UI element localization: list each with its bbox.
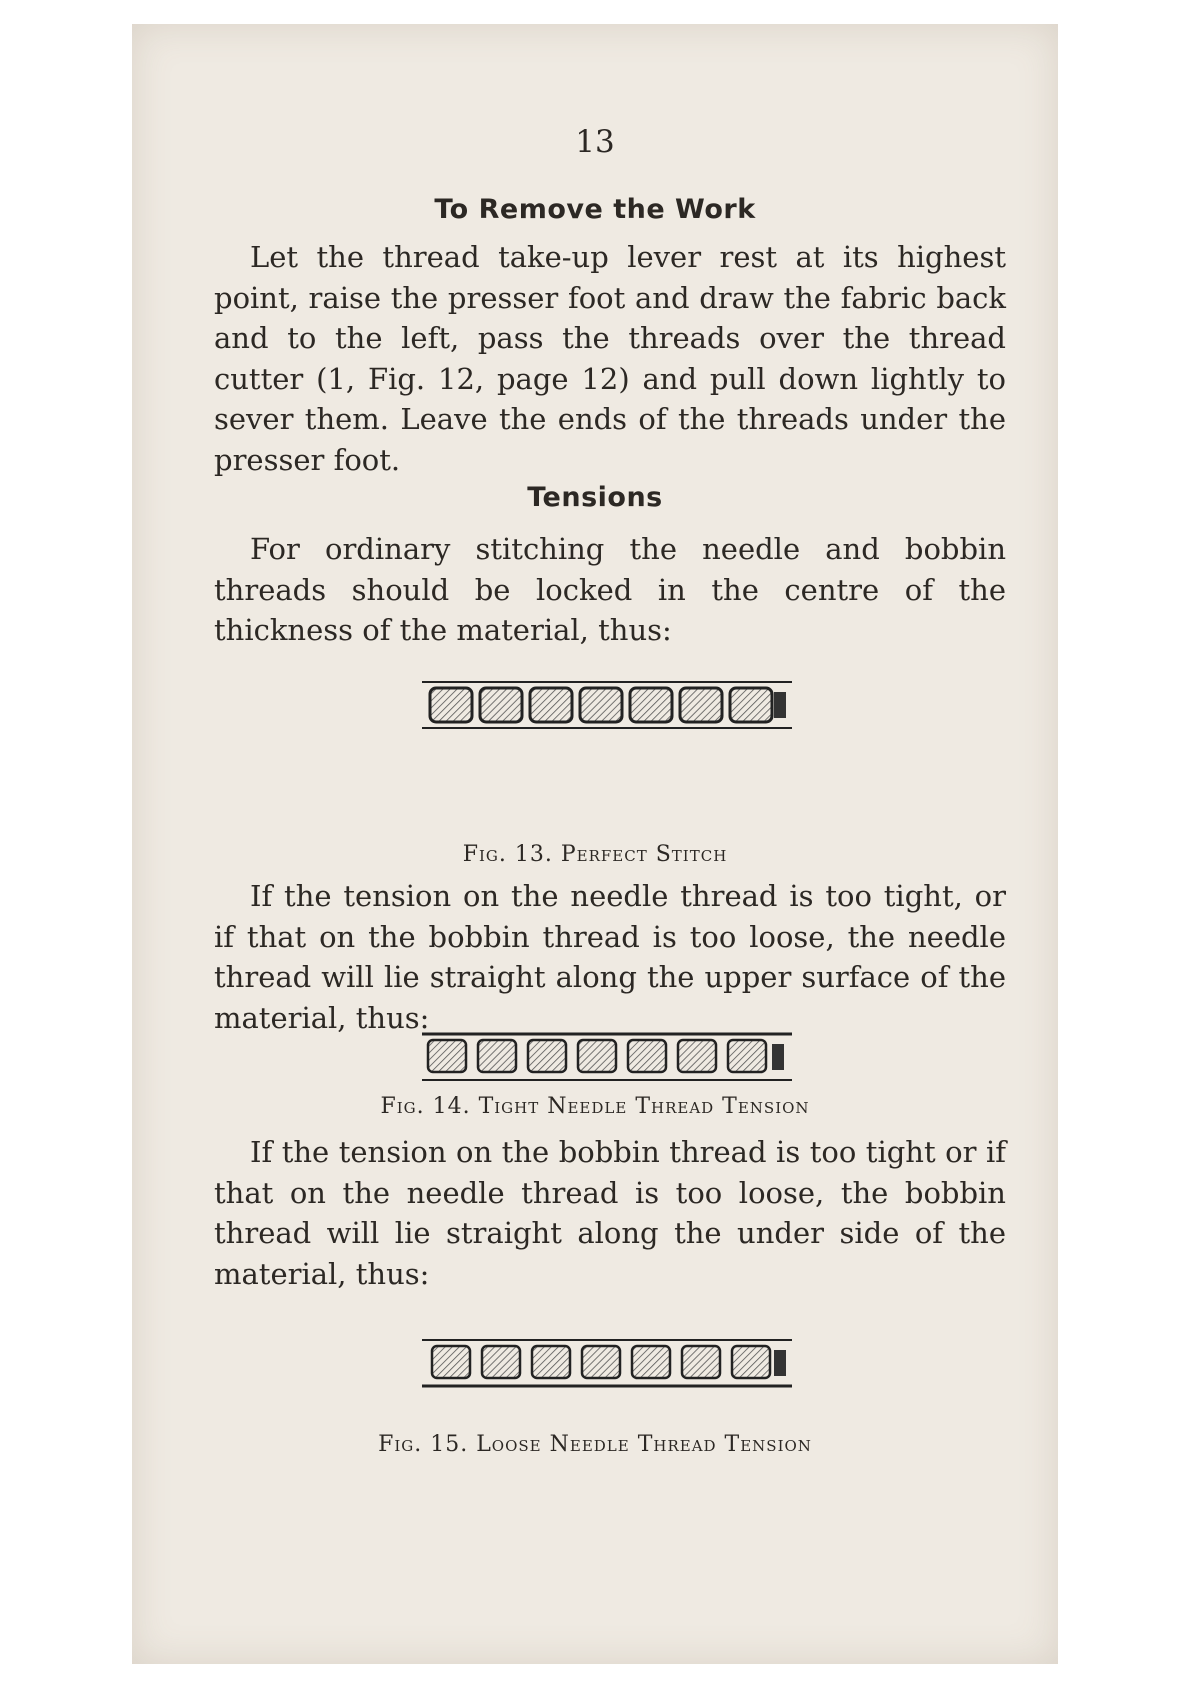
paragraph-loose-needle-tension: If the tension on the bobbin thread is too tight or if that on the needle thread is too loose, the bobbin thread will lie straight along the under side of the material, thus: xyxy=(214,1135,1006,1291)
page-number: 13 xyxy=(575,124,615,160)
figure-perfect-stitch xyxy=(422,674,792,734)
figure-tight-needle-thread-tension xyxy=(422,1024,792,1084)
section-heading-tensions: Tensions xyxy=(527,482,663,513)
paragraph-tensions: For ordinary stitching the needle and bobbin threads should be locked in the centre of the thickness of the material, thus: xyxy=(214,532,1006,647)
figure-loose-needle-thread-tension xyxy=(422,1334,792,1394)
figure-14-caption: Fig. 14. Tight Needle Thread Tension xyxy=(380,1094,810,1119)
section-heading-remove-work: To Remove the Work xyxy=(434,194,756,225)
figure-15-caption: Fig. 15. Loose Needle Thread Tension xyxy=(378,1432,812,1457)
paragraph-tight-needle-tension: If the tension on the needle thread is too tight, or if that on the bobbin thread is too loose, the needle thread will lie straight along the upper surface of the material, thus: xyxy=(214,879,1006,1035)
figure-13-caption: Fig. 13. Perfect Stitch xyxy=(462,842,728,867)
paragraph-remove-work: Let the thread take-up lever rest at its highest point, raise the presser foot and draw the fabric back and to the left, pass the threads over the thread cutter (1, Fig. 12, page 12) and pull down lightly to sever them. Leave the ends of the threads under the presser foot. xyxy=(214,240,1006,477)
manual-page xyxy=(132,24,1058,1664)
